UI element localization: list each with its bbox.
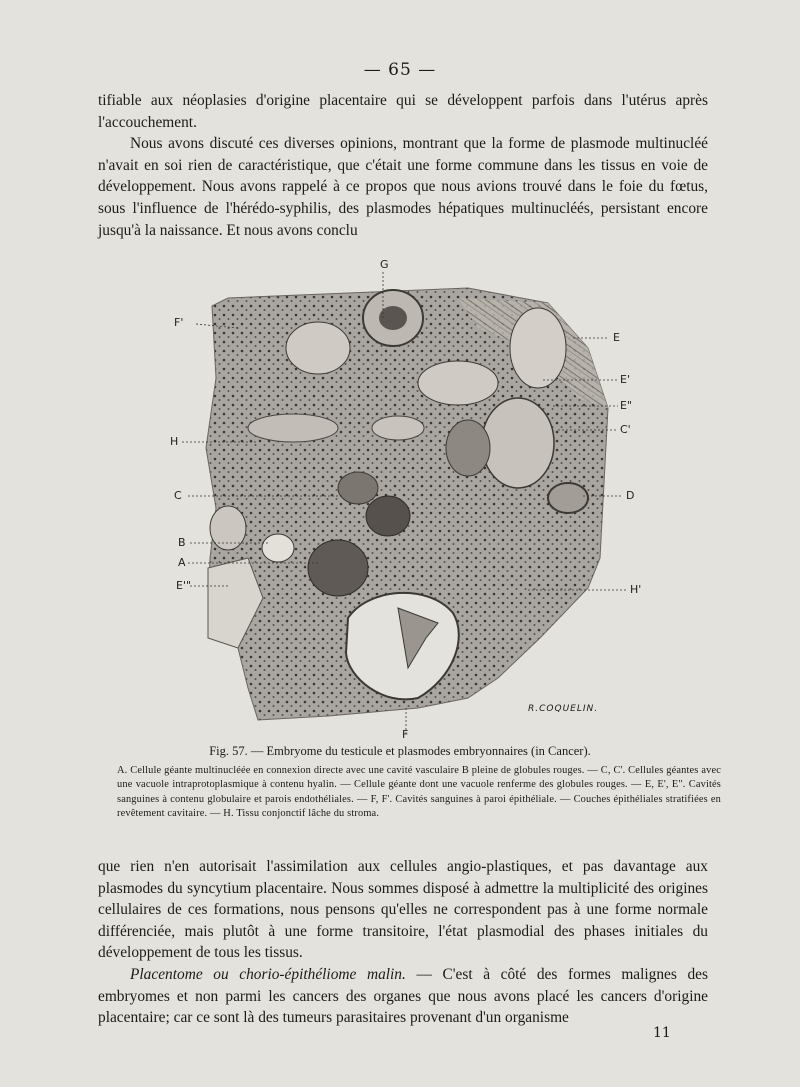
figure-caption-title: Fig. 57. — Embryome du testicule et plasmodes embryonnaires (in Cancer). bbox=[209, 744, 591, 758]
artist-signature: R.COQUELIN. bbox=[528, 704, 599, 714]
section-heading-inline: Placentome ou chorio-épithéliome malin. bbox=[130, 965, 406, 983]
paragraph-text: — C'est à côté des formes malignes des embryomes et non parmi les cancers des organes que nous avons placé les cancers d'origine placentaire; car ce sont là des tumeurs parasitaires provenant d'un organisme bbox=[98, 965, 708, 1027]
figure-label-d: D bbox=[626, 489, 635, 502]
histology-figure bbox=[168, 258, 646, 741]
paragraph: que rien n'en autorisait l'assimilation aux cellules angio-plastiques, et pas davantage aux plasmodes du syncytium placentaire. Nous sommes disposé à admettre la multiplicité des origines cellulaires de ces formations, nous pensons qu'elles ne correspondent pas à une forme normale différenciée, mais plutôt à une forme transitoire, l'état plasmodial des phases initiales du développement de tous les tissus. bbox=[98, 858, 708, 962]
figure-label-h-prime: H' bbox=[630, 583, 642, 596]
page-number: — 65 — bbox=[363, 60, 437, 80]
figure-label-f: F bbox=[402, 728, 409, 741]
figure-label-e-triple-prime: E'" bbox=[176, 579, 192, 592]
figure-label-f-prime: F' bbox=[174, 316, 184, 329]
figure-label-c: C bbox=[174, 489, 182, 502]
figure-label-b: B bbox=[178, 536, 186, 549]
paragraph-placentome bbox=[98, 964, 708, 1029]
figure-label-h: H bbox=[170, 435, 179, 448]
figure-label-a: A bbox=[178, 556, 186, 569]
figure-illustration bbox=[168, 258, 646, 738]
figure-label-c-prime: C' bbox=[620, 423, 631, 436]
paragraph: Nous avons discuté ces diverses opinions, montrant que la forme de plasmode multinucléé n'avait en soi rien de caractéristique, que c'était une forme commune dans les tissus en voie de développement. Nous avons rappelé à ce propos que nous avions trouvé dans le foie du fœtus, sous l'influence de l'hérédo-syphilis, des plasmodes hépatiques multinucléés, persistant encore jusqu'à la naissance. Et nous avons conclu bbox=[98, 135, 708, 239]
figure-label-e: E bbox=[613, 331, 620, 344]
figure-label-e-prime: E' bbox=[620, 373, 630, 386]
bottom-text bbox=[98, 856, 708, 1029]
printer-signature-mark: 11 bbox=[653, 1025, 671, 1041]
figure-caption-body: A. Cellule géante multinucléée en connexion directe avec une cavité vasculaire B pleine de globules rouges. — C, C'. Cellules géantes avec une vacuole intraprotoplasmique à contenu hyalin. — Cellule géante dont une vacuole renferme des globules rouges. — E, E', E". Cavités sanguines à contenu globulaire et parois endothéliales. — F, F'. Cavités sanguines à paroi épithéliale. — Couches épithéliales stratifiées en revêtement cavitaire. — H. Tissu conjonctif lâche du stroma. bbox=[117, 765, 721, 820]
figure-label-e-double-prime: E" bbox=[620, 399, 633, 412]
paragraph-continuation: tifiable aux néoplasies d'origine placentaire qui se développent parfois dans l'utérus après l'accouchement. bbox=[98, 92, 708, 131]
figure-label-g: G bbox=[380, 258, 389, 271]
top-text bbox=[98, 90, 708, 241]
